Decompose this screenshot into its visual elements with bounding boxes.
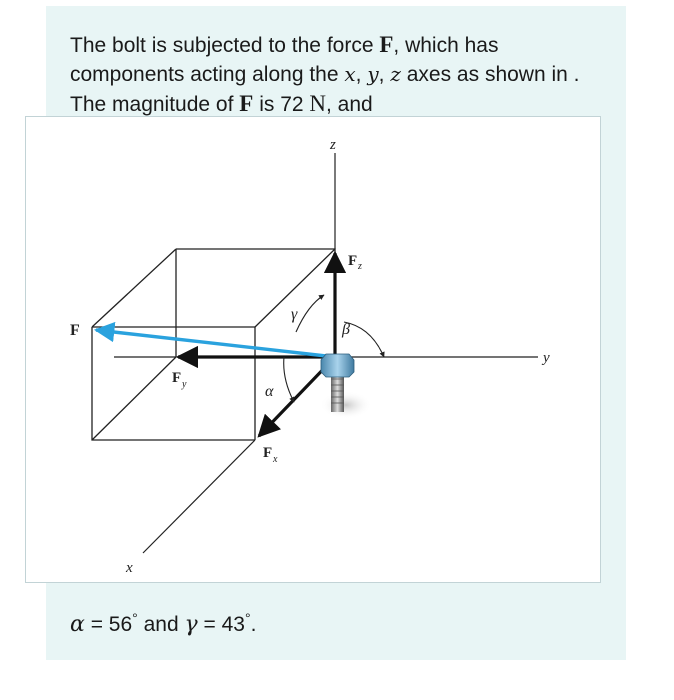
- force-symbol-2: F: [239, 91, 254, 116]
- statement-axes: axes as shown in . The magnitude of: [70, 63, 580, 116]
- x-axis-line: [143, 440, 255, 553]
- alpha-symbol: α: [70, 612, 85, 637]
- degree-symbol: °: [132, 610, 138, 626]
- bolt-shadow: [320, 391, 372, 419]
- bolt-head: [321, 354, 354, 377]
- force-label: F: [70, 322, 80, 339]
- force-symbol: F: [379, 32, 394, 57]
- z-axis-label: z: [330, 137, 336, 153]
- fy-subscript: y: [182, 379, 187, 390]
- bolt-shank: [331, 372, 344, 412]
- bolt-force-diagram: [26, 117, 600, 582]
- axis-y-symbol: y: [367, 62, 379, 86]
- coordinate-axes: [114, 153, 538, 553]
- statement-intro: The bolt is subjected to the force: [70, 34, 374, 57]
- alpha-label: α: [265, 383, 274, 400]
- fz-label: F: [348, 253, 358, 269]
- fx-label: F: [263, 445, 273, 461]
- box-left-bottom-diagonal: [92, 357, 176, 440]
- gamma-label: γ: [291, 306, 298, 323]
- x-axis-label: x: [126, 560, 133, 576]
- gamma-symbol: γ: [184, 612, 198, 637]
- beta-arc: [344, 322, 384, 357]
- box-left-top-diagonal: [92, 249, 176, 327]
- given-angles: [70, 610, 256, 637]
- beta-label: β: [342, 321, 350, 338]
- fx-subscript: x: [273, 454, 278, 465]
- force-vector: [96, 330, 335, 357]
- statement-magnitude: is 72: [259, 93, 304, 116]
- component-vectors: [178, 253, 335, 436]
- gamma-value: = 43: [203, 613, 245, 636]
- y-axis-label: y: [543, 350, 550, 366]
- fz-subscript: z: [358, 261, 362, 272]
- axis-x-symbol: x: [344, 62, 356, 86]
- figure-frame: [25, 116, 601, 583]
- unit-symbol: N: [309, 91, 327, 116]
- alpha-value: = 56: [90, 613, 133, 636]
- separator: ,: [378, 63, 385, 86]
- period: .: [250, 613, 257, 636]
- problem-statement: [70, 30, 590, 119]
- statement-components: , which has components acting along the: [70, 34, 499, 86]
- degree-symbol-2: °: [244, 610, 251, 626]
- gamma-arc: [296, 295, 324, 332]
- bolt: [320, 354, 372, 419]
- separator: ,: [355, 63, 362, 86]
- axis-z-symbol: z: [390, 62, 401, 86]
- fy-label: F: [172, 370, 182, 386]
- and-text: and: [143, 613, 179, 636]
- alpha-arc: [284, 357, 294, 402]
- statement-tail: , and: [326, 93, 373, 116]
